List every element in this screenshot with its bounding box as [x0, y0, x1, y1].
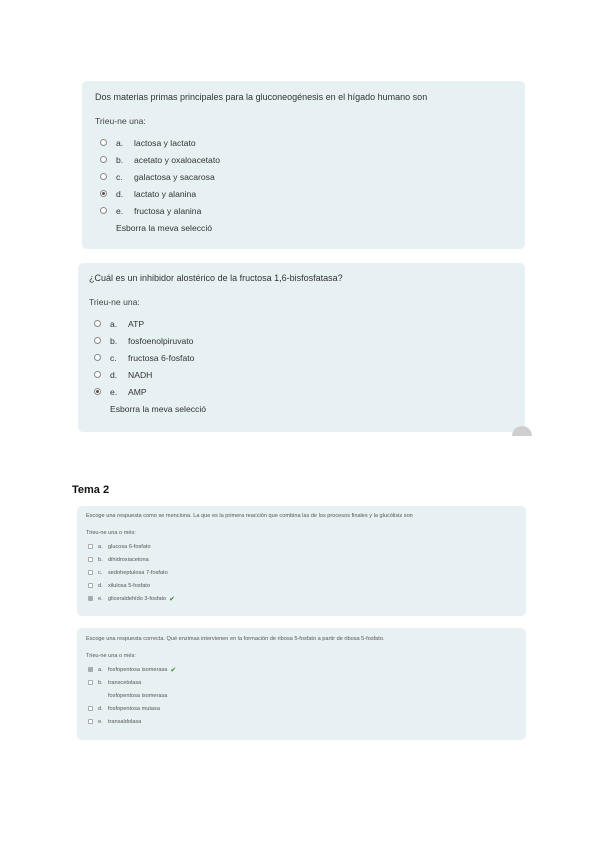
option-letter: b.: [110, 335, 118, 346]
option-letter: d.: [110, 369, 118, 380]
option-d[interactable]: [95, 185, 513, 202]
option-a[interactable]: [86, 663, 516, 676]
radio-button[interactable]: [94, 320, 101, 327]
answer-prompt: Trieu-ne una:: [95, 116, 146, 126]
radio-button[interactable]: [100, 156, 107, 163]
option-label: fosfoenolpiruvato: [128, 335, 194, 346]
radio-button[interactable]: [94, 354, 101, 361]
option-letter: a.: [110, 318, 118, 329]
option-letter: a.: [98, 543, 103, 550]
option-letter: c.: [110, 352, 117, 363]
option-letter: d.: [98, 705, 103, 712]
option-label: sedoheptulosa 7-fosfato: [108, 569, 168, 576]
option-label: NADH: [128, 369, 153, 380]
option-e[interactable]: [86, 715, 516, 728]
option-letter: d.: [116, 188, 124, 199]
option-label: ATP: [128, 318, 145, 329]
radio-button[interactable]: [100, 173, 107, 180]
checkbox[interactable]: [88, 680, 93, 685]
option-letter: e.: [98, 718, 103, 725]
option-letter: b.: [116, 154, 124, 165]
option-d[interactable]: [86, 702, 516, 715]
question-card-4: [77, 628, 526, 740]
checkbox[interactable]: [88, 719, 93, 724]
checkbox[interactable]: [88, 544, 93, 549]
option-letter: a.: [116, 137, 124, 148]
answer-prompt: Trieu-ne una:: [89, 297, 140, 307]
option-label: acetato y oxaloacetato: [134, 154, 220, 165]
option-c[interactable]: [89, 349, 513, 366]
option-continuation: [86, 689, 516, 702]
radio-button[interactable]: [100, 207, 107, 214]
checkbox[interactable]: [88, 583, 93, 588]
option-a[interactable]: [86, 540, 516, 553]
option-c[interactable]: [95, 168, 513, 185]
option-d[interactable]: [89, 366, 513, 383]
option-e[interactable]: [89, 383, 513, 400]
checkbox-checked[interactable]: [88, 596, 93, 601]
option-label: gliceraldehído 3-fosfato: [108, 595, 167, 602]
question-card-2: [78, 263, 525, 432]
correct-check-icon: ✔: [169, 595, 176, 603]
question-text: Dos materias primas principales para la gluconeogénesis en el hígado humano son: [95, 92, 428, 102]
question-text: Escoge una respuesta como se menciona. La que es la primera reacción que combina las de los procesos finales y la glucólisis son: [86, 513, 413, 519]
option-label: fosfopentosa isomerasa: [108, 666, 168, 673]
question-card-3: [77, 506, 526, 616]
option-letter: d.: [98, 582, 103, 589]
checkbox[interactable]: [88, 557, 93, 562]
option-b[interactable]: [86, 553, 516, 566]
option-letter: b.: [98, 679, 103, 686]
option-e[interactable]: [86, 592, 516, 605]
checkbox[interactable]: [88, 570, 93, 575]
option-label: fructosa 6-fosfato: [128, 352, 195, 363]
question-card-1: [82, 81, 525, 249]
question-text: ¿Cuál es un inhibidor alostérico de la fructosa 1,6-bisfosfatasa?: [89, 273, 343, 283]
answer-prompt: Trieu-ne una o més:: [86, 530, 136, 536]
option-c[interactable]: [86, 566, 516, 579]
option-letter: b.: [98, 556, 103, 563]
option-letter: c.: [98, 569, 103, 576]
option-b[interactable]: [95, 151, 513, 168]
option-label: galactosa y sacarosa: [134, 171, 215, 182]
correct-check-icon: ✔: [170, 666, 177, 674]
option-a[interactable]: [95, 134, 513, 151]
option-letter: c.: [116, 171, 123, 182]
scroll-corner-decoration: [512, 426, 532, 446]
option-label: dihidroxiacetona: [108, 556, 149, 563]
option-label: fructosa y alanina: [134, 205, 202, 216]
radio-button-selected[interactable]: [100, 190, 107, 197]
option-d[interactable]: [86, 579, 516, 592]
radio-button[interactable]: [94, 371, 101, 378]
option-letter: a.: [98, 666, 103, 673]
option-e[interactable]: [95, 202, 513, 219]
section-title: Tema 2: [72, 484, 110, 496]
clear-selection-link[interactable]: Esborra la meva selecció: [116, 223, 213, 233]
option-label: AMP: [128, 386, 147, 397]
option-label: fosfopentosa isomerasa: [108, 692, 168, 699]
question-text: Escoge una respuesta correcta. Qué enzimas intervienen en la formación de ribosa 5-fosfato a partir de ribosa 5-fosfato.: [86, 636, 385, 642]
option-label: xilulosa 5-fosfato: [108, 582, 150, 589]
option-letter: e.: [116, 205, 124, 216]
option-label: fosfopentosa mutasa: [108, 705, 160, 712]
option-b[interactable]: [89, 332, 513, 349]
checkbox-checked[interactable]: [88, 667, 93, 672]
answer-prompt: Trieu-ne una o més:: [86, 653, 136, 659]
option-a[interactable]: [89, 315, 513, 332]
option-label: lactosa y lactato: [134, 137, 196, 148]
option-letter: e.: [110, 386, 118, 397]
radio-button[interactable]: [94, 337, 101, 344]
radio-button-selected[interactable]: [94, 388, 101, 395]
clear-selection-link[interactable]: Esborra la meva selecció: [110, 404, 207, 414]
option-b[interactable]: [86, 676, 516, 689]
radio-button[interactable]: [100, 139, 107, 146]
option-label: transcetolasa: [108, 679, 142, 686]
option-letter: e.: [98, 595, 103, 602]
option-label: lactato y alanina: [134, 188, 197, 199]
checkbox[interactable]: [88, 706, 93, 711]
option-label: glucosa 6-fosfato: [108, 543, 151, 550]
option-label: transaldolasa: [108, 718, 142, 725]
